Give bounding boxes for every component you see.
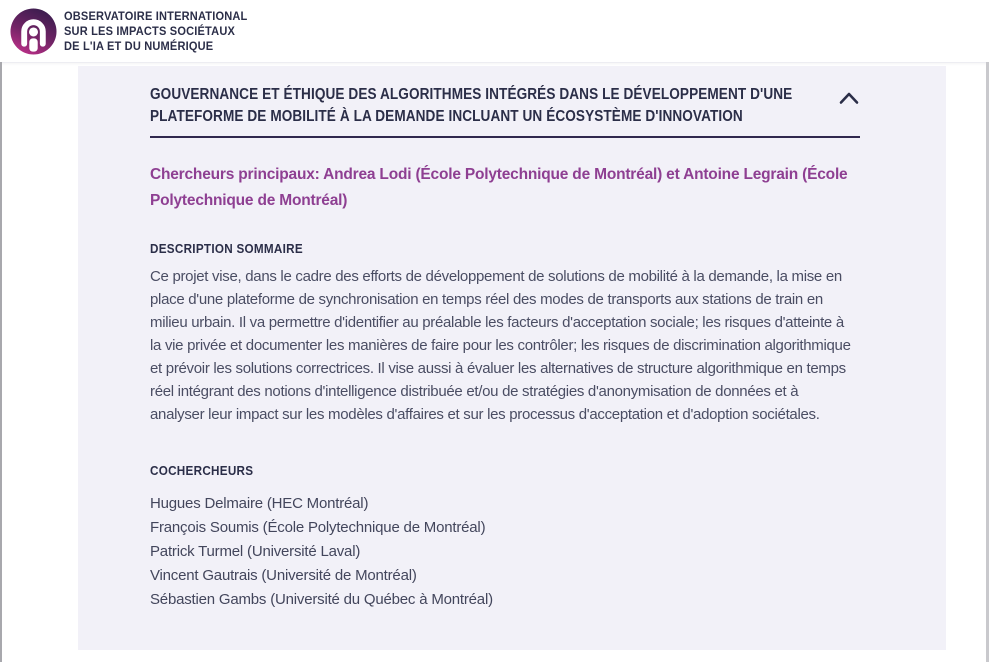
description-text: Ce projet vise, dans le cadre des efforts de développement de solutions de mobilité à la demande, la mise en place d'une plateforme de synchronisation en temps réel des modes de transports aux stations de train en milieu urbain. Il va permettre d'identifier au préalable les facteurs d'acceptation sociale; les risques d'atteinte à la vie privée et documenter les manières de faire pour les contrôler; les risques de discrimination algorithmique et prévoir les solutions correctrices. Il vise aussi à évaluer les alternatives de structure algorithmique en temps réel intégrant des notions d'intelligence distribuée et/ou de stratégies d'anonymisation de données et à analyser leur impact sur les modèles d'affaires et sur les processus d'acceptation et d'adoption sociétales. <box>150 268 851 423</box>
principal-researchers: Chercheurs principaux: Andrea Lodi (École Polytechnique de Montréal) et Antoine Legrain (École Polytechnique de Montréal) <box>150 166 848 209</box>
coresearchers-label: COCHERCHEURS <box>150 463 254 478</box>
logo-line-1: OBSERVATOIRE INTERNATIONAL <box>64 8 248 23</box>
coresearcher-item: Sébastien Gambs (Université du Québec à Montréal) <box>150 591 493 608</box>
chevron-up-icon[interactable] <box>838 90 860 106</box>
content-area <box>0 63 989 662</box>
coresearcher-item: Vincent Gautrais (Université de Montréal) <box>150 567 417 584</box>
coresearcher-item: Hugues Delmaire (HEC Montréal) <box>150 495 369 512</box>
coresearcher-item: Patrick Turmel (Université Laval) <box>150 543 361 560</box>
window-edge-left <box>0 62 2 662</box>
obvia-logo-wordmark <box>64 9 247 54</box>
description-label: DESCRIPTION SOMMAIRE <box>150 241 303 256</box>
obvia-logo-icon <box>10 8 57 55</box>
coresearcher-item: François Soumis (École Polytechnique de Montréal) <box>150 519 486 536</box>
logo-line-3: DE L'IA ET DU NUMÉRIQUE <box>64 38 214 53</box>
project-accordion-panel <box>78 66 946 650</box>
coresearchers-list <box>150 492 860 612</box>
accordion-header[interactable] <box>150 84 860 128</box>
project-title[interactable]: GOUVERNANCE ET ÉTHIQUE DES ALGORITHMES INTÉGRÉS DANS LE DÉVELOPPEMENT D'UNE PLATEFORME DE MOBILITÉ À LA DEMANDE INCLUANT UN ÉCOSYSTÈME D'INNOVATION <box>150 86 793 125</box>
logo-line-2: SUR LES IMPACTS SOCIÉTAUX <box>64 23 236 38</box>
obvia-logo-link[interactable] <box>10 8 263 55</box>
title-divider <box>150 136 860 138</box>
site-header <box>0 0 989 63</box>
